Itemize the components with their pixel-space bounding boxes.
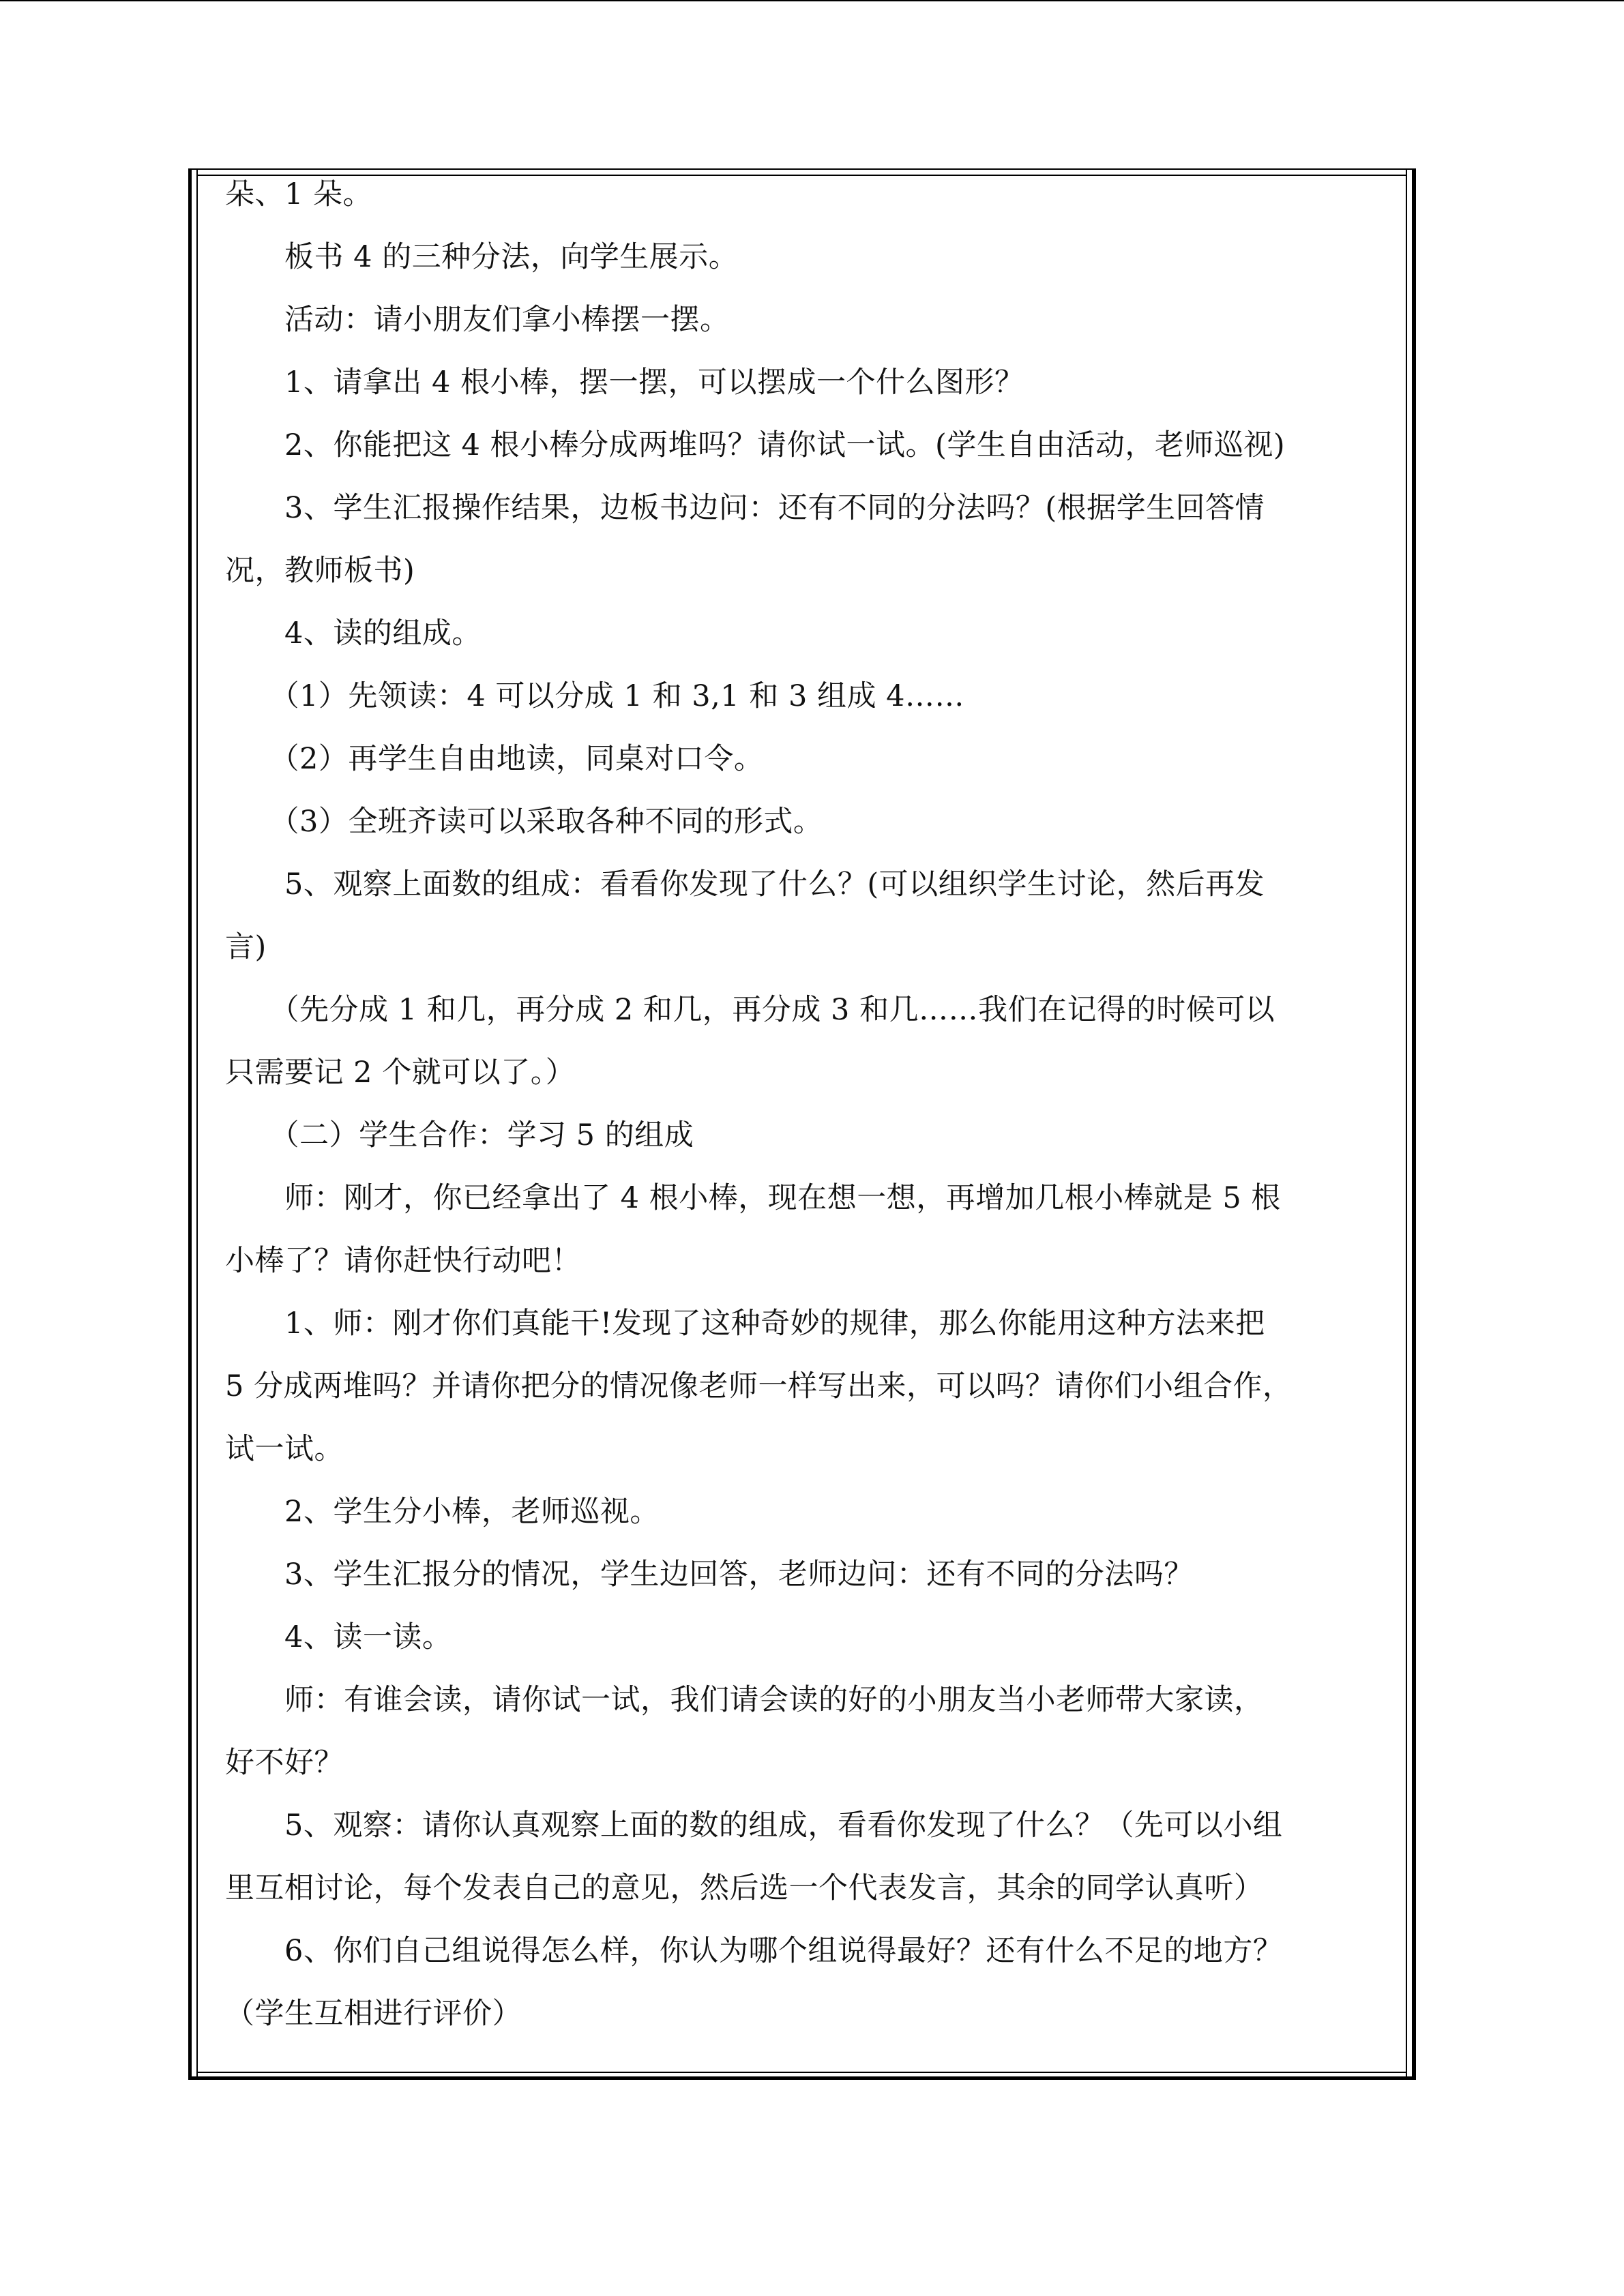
text-line: 1、师：刚才你们真能干!发现了这种奇妙的规律，那么你能用这种方法来把 bbox=[225, 1307, 1265, 1341]
frame-left-inner-border bbox=[196, 168, 198, 2080]
text-line: 3、学生汇报操作结果，边板书边问：还有不同的分法吗？(根据学生回答情 bbox=[225, 491, 1265, 525]
text-line: 况，教师板书) bbox=[225, 554, 415, 588]
text-line: 3、学生汇报分的情况，学生边回答，老师边问：还有不同的分法吗？ bbox=[225, 1557, 1194, 1592]
text-line: 好不好？ bbox=[225, 1746, 344, 1780]
text-line: 小棒了？请你赶快行动吧！ bbox=[225, 1244, 581, 1278]
text-line: 5、观察：请你认真观察上面的数的组成，看看你发现了什么？（先可以小组 bbox=[225, 1808, 1283, 1843]
text-line: 试一试。 bbox=[225, 1432, 344, 1466]
text-line: （1）先领读：4 可以分成 1 和 3,1 和 3 组成 4…… bbox=[225, 679, 965, 713]
frame-bottom-inner-border bbox=[196, 2072, 1407, 2073]
text-line: 里互相讨论，每个发表自己的意见，然后选一个代表发言，其余的同学认真听） bbox=[225, 1871, 1264, 1905]
text-line: 6、你们自己组说得怎么样，你认为哪个组说得最好？还有什么不足的地方？ bbox=[225, 1934, 1283, 1968]
text-line: 朵、1 朵。 bbox=[225, 177, 373, 211]
text-line: 5 分成两堆吗？并请你把分的情况像老师一样写出来，可以吗？请你们小组合作， bbox=[225, 1369, 1293, 1403]
text-line: （先分成 1 和几，再分成 2 和几，再分成 3 和几……我们在记得的时候可以 bbox=[225, 993, 1275, 1027]
page-top-rule bbox=[0, 0, 1624, 1]
text-line: 师：刚才，你已经拿出了 4 根小棒，现在想一想，再增加几根小棒就是 5 根 bbox=[225, 1181, 1281, 1215]
frame-right-border bbox=[1412, 168, 1416, 2080]
text-line: 2、你能把这 4 根小棒分成两堆吗？请你试一试。(学生自由活动，老师巡视) bbox=[225, 428, 1286, 462]
text-line: 板书 4 的三种分法，向学生展示。 bbox=[225, 240, 739, 274]
text-line: （3）全班齐读可以采取各种不同的形式。 bbox=[225, 805, 823, 839]
text-line: 言) bbox=[225, 930, 267, 964]
frame-top-border bbox=[188, 168, 1416, 170]
text-line: 4、读一读。 bbox=[225, 1620, 452, 1654]
frame-left-border bbox=[188, 168, 192, 2080]
lesson-plan-body bbox=[225, 172, 1378, 2029]
text-line: 师：有谁会读，请你试一试，我们请会读的好的小朋友当小老师带大家读， bbox=[225, 1683, 1264, 1717]
text-line: 5、观察上面数的组成：看看你发现了什么？(可以组织学生讨论，然后再发 bbox=[225, 867, 1265, 901]
text-line: （学生互相进行评价） bbox=[225, 1997, 522, 2031]
text-line: 只需要记 2 个就可以了。） bbox=[225, 1056, 576, 1090]
text-line: （2）再学生自由地读，同桌对口令。 bbox=[225, 742, 764, 776]
frame-bottom-border bbox=[188, 2076, 1416, 2080]
text-line: 活动：请小朋友们拿小棒摆一摆。 bbox=[225, 303, 730, 337]
text-line: 1、请拿出 4 根小棒，摆一摆，可以摆成一个什么图形？ bbox=[225, 366, 1024, 400]
text-line: 4、读的组成。 bbox=[225, 616, 482, 651]
text-line: 2、学生分小棒，老师巡视。 bbox=[225, 1495, 660, 1529]
text-line: （二）学生合作：学习 5 的组成 bbox=[225, 1118, 694, 1152]
frame-right-inner-border bbox=[1406, 168, 1407, 2080]
